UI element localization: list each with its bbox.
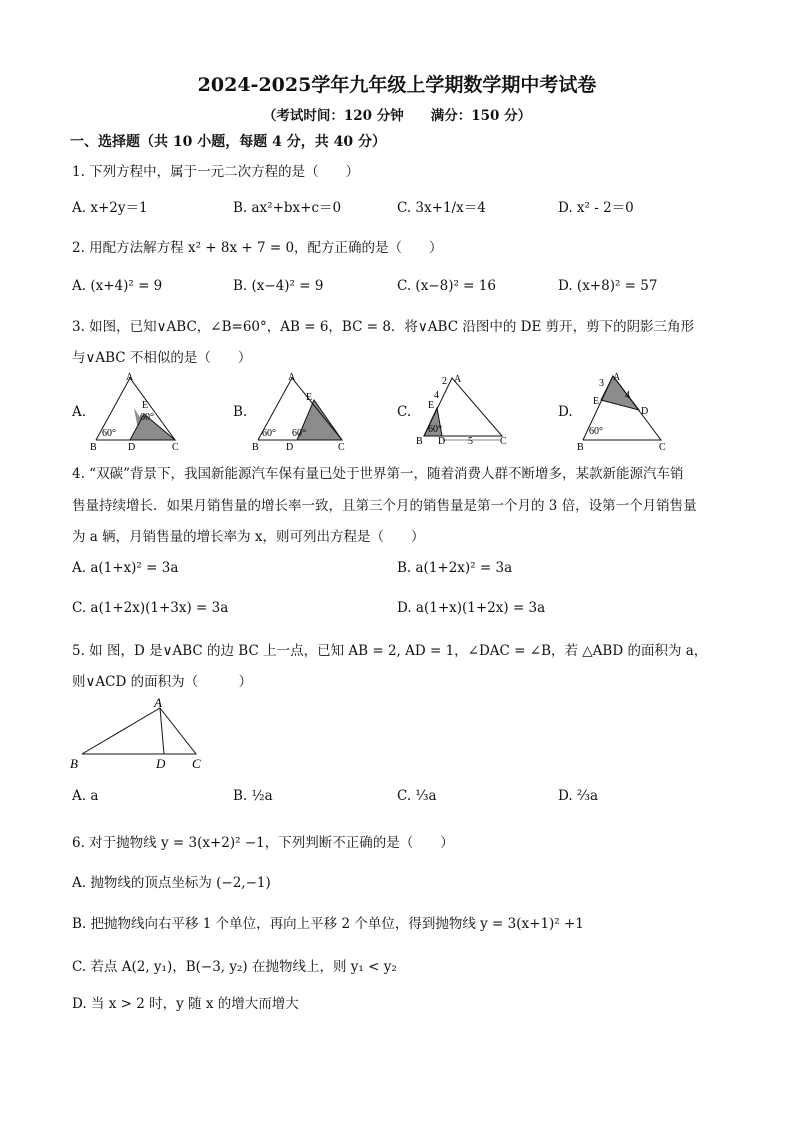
label-e: E (142, 400, 149, 411)
label-a: A (613, 372, 621, 383)
question-1-option-b: B. ax²+bx+c＝0 (233, 200, 342, 216)
label-c: C (500, 436, 507, 447)
exam-title: 2024-2025学年九年级上学期数学期中考试卷 (197, 74, 597, 96)
question-2-option-a: A. (x+4)² = 9 (72, 278, 163, 294)
question-4-option-a: A. a(1+x)² = 3a (72, 560, 179, 576)
label-number: 2 (442, 376, 447, 387)
question-5-option-b: B. ½a (233, 788, 273, 804)
question-6-stem: 6. 对于抛物线 y = 3(x+2)² −1，下列判断不正确的是（ ） (72, 835, 454, 851)
question-3-option-d: D. (558, 404, 573, 420)
label-d: D (128, 442, 136, 452)
question-1-option-c: C. 3x+1/x＝4 (397, 200, 486, 216)
figure-q3-a (88, 370, 188, 452)
label-e: E (428, 400, 435, 411)
figure-q5 (66, 696, 216, 772)
label-angle: 60° (140, 412, 154, 423)
question-4-stem-line1: 4. “双碳”背景下，我国新能源汽车保有量已处于世界第一，随着消费人群不断增多，某款新能源汽车销 (72, 466, 684, 482)
label-e: E (306, 392, 313, 403)
label-angle: 60° (292, 428, 306, 439)
question-4-stem-line3: 为 a 辆，月销售量的增长率为 x，则可列出方程是（ ） (72, 529, 425, 545)
section-heading: 一、选择题（共 10 小题，每题 4 分，共 40 分） (70, 134, 386, 150)
label-d: D (641, 406, 649, 417)
label-number: 4 (434, 390, 439, 401)
label-c: C (192, 756, 201, 771)
question-1-option-a: A. x+2y＝1 (72, 200, 148, 216)
figure-q3-c (412, 370, 512, 452)
label-c: C (172, 442, 179, 452)
label-b: B (416, 436, 423, 447)
label-b: B (70, 756, 78, 771)
label-d: D (438, 436, 446, 447)
question-3-stem-line2: 与∨ABC 不相似的是（ ） (72, 350, 252, 366)
question-4-option-b: B. a(1+2x)² = 3a (397, 560, 513, 576)
question-4-option-c: C. a(1+2x)(1+3x) = 3a (72, 600, 229, 616)
label-a: A (288, 372, 296, 383)
question-3-option-c: C. (397, 404, 412, 420)
question-6-option-c: C. 若点 A(2, y₁)，B(−3, y₂) 在抛物线上，则 y₁ < y₂ (72, 959, 397, 975)
question-3-stem-line1: 3. 如图，已知∨ABC，∠B=60°，AB = 6，BC = 8．将∨ABC 沿图中的 DE 剪开，剪下的阴影三角形 (72, 319, 695, 335)
question-5-stem-line2: 则∨ACD 的面积为（ ） (72, 674, 253, 690)
question-3-option-b: B. (233, 404, 248, 420)
label-angle: 60° (102, 428, 116, 439)
label-d: D (286, 442, 294, 452)
label-b: B (577, 442, 584, 452)
question-2-stem: 2. 用配方法解方程 x² + 8x + 7 = 0，配方正确的是（ ） (72, 240, 443, 256)
question-2-option-b: B. (x−4)² = 9 (233, 278, 324, 294)
question-4-option-d: D. a(1+x)(1+2x) = 3a (397, 600, 546, 616)
question-5-option-d: D. ⅔a (558, 788, 599, 804)
label-angle: 60° (428, 424, 442, 435)
label-b: B (90, 442, 97, 452)
question-5-stem-line1: 5. 如 图，D 是∨ABC 的边 BC 上一点，已知 AB = 2, AD = 1，∠DAC = ∠B，若 △ABD 的面积为 a， (72, 643, 708, 659)
question-5-option-c: C. ⅓a (397, 788, 437, 804)
label-b: B (252, 442, 259, 452)
label-a: A (154, 696, 162, 710)
label-a: A (454, 374, 462, 385)
label-c: C (659, 442, 666, 452)
label-number: 3 (599, 378, 604, 389)
label-angle: 60° (589, 426, 603, 437)
figure-q3-d (575, 370, 675, 452)
label-number: 4 (625, 390, 630, 401)
question-6-option-a: A. 抛物线的顶点坐标为 (−2,−1) (72, 875, 271, 891)
label-angle: 60° (262, 428, 276, 439)
label-c: C (338, 442, 345, 452)
label-e: E (593, 396, 600, 407)
label-d: D (156, 756, 166, 771)
question-3-option-a: A. (72, 404, 87, 420)
question-2-option-d: D. (x+8)² = 57 (558, 278, 658, 294)
question-6-option-d: D. 当 x > 2 时，y 随 x 的增大而增大 (72, 996, 299, 1012)
question-4-stem-line2: 售量持续增长．如果月销售量的增长率一致，且第三个月的销售量是第一个月的 3 倍，设第一个月销售量 (72, 498, 697, 514)
question-1-stem: 1. 下列方程中，属于一元二次方程的是（ ） (72, 164, 360, 180)
question-6-option-b: B. 把抛物线向右平移 1 个单位，再向上平移 2 个单位，得到抛物线 y = 3(x+1)² +1 (72, 916, 584, 932)
label-a: A (126, 372, 134, 383)
question-1-option-d: D. x² - 2＝0 (558, 200, 634, 216)
figure-q3-b (250, 370, 350, 452)
label-number: 5 (468, 436, 473, 447)
question-2-option-c: C. (x−8)² = 16 (397, 278, 496, 294)
exam-subtitle: （考试时间：120 分钟 满分：150 分） (262, 108, 532, 124)
question-5-option-a: A. a (72, 788, 99, 804)
